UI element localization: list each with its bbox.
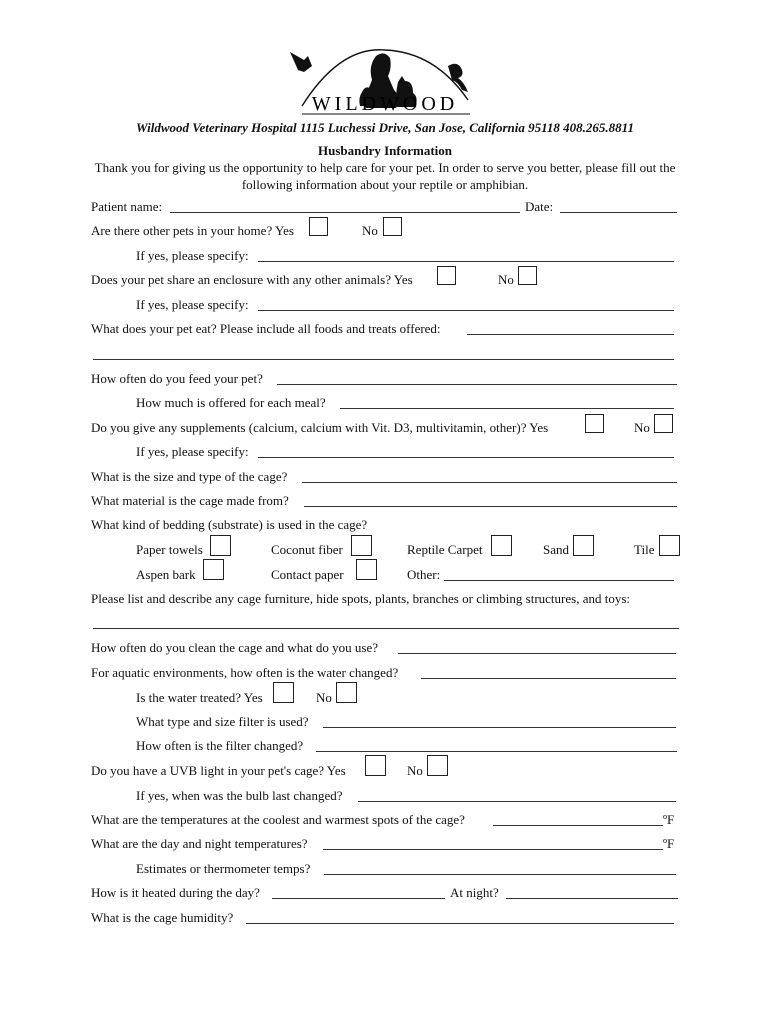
water-treated-no-checkbox[interactable] [336, 682, 357, 703]
meal-amount-label: How much is offered for each meal? [136, 395, 326, 410]
aspen-bark-checkbox[interactable] [203, 559, 224, 580]
bedding-label: What kind of bedding (substrate) is used in the cage? [91, 517, 368, 532]
cage-material-label: What material is the cage made from? [91, 493, 289, 508]
diet-input-2[interactable] [93, 359, 674, 360]
other-bedding-input[interactable] [444, 580, 674, 581]
patient-name-label: Patient name: [91, 199, 163, 214]
tile-label: Tile [634, 542, 655, 557]
uvb-no-label: No [407, 763, 423, 778]
intro-line-2: following information about your reptile or amphibian. [241, 177, 529, 192]
other-pets-specify-input[interactable] [258, 261, 674, 262]
coconut-fiber-checkbox[interactable] [351, 535, 372, 556]
temps-spots-input[interactable] [493, 825, 663, 826]
day-night-temps-label: What are the day and night temperatures? [91, 836, 308, 851]
uvb-label: Do you have a UVB light in your pet's cage? Yes [91, 763, 346, 778]
filter-changed-label: How often is the filter changed? [136, 738, 304, 753]
filter-type-input[interactable] [323, 727, 676, 728]
supplements-yes-checkbox[interactable] [585, 414, 604, 433]
share-specify-label: If yes, please specify: [136, 297, 249, 312]
filter-changed-input[interactable] [316, 751, 677, 752]
bulb-changed-label: If yes, when was the bulb last changed? [136, 788, 343, 803]
reptile-carpet-label: Reptile Carpet [407, 542, 483, 557]
water-treated-no-label: No [316, 690, 332, 705]
intro-line-1: Thank you for giving us the opportunity to help care for your pet. In order to serve you better, please fill out the [94, 160, 676, 175]
form-title: Husbandry Information [318, 143, 452, 158]
logo-text: WILDWOOD [311, 93, 459, 115]
feed-frequency-input[interactable] [277, 384, 677, 385]
aquatic-input[interactable] [421, 678, 676, 679]
heated-night-label: At night? [450, 885, 499, 900]
contact-paper-label: Contact paper [271, 567, 344, 582]
share-enclosure-no-checkbox[interactable] [518, 266, 537, 285]
supplements-specify-label: If yes, please specify: [136, 444, 249, 459]
coconut-fiber-label: Coconut fiber [271, 542, 343, 557]
other-pets-label: Are there other pets in your home? Yes [91, 223, 294, 238]
temps-spots-unit: ºF [663, 812, 675, 827]
date-label: Date: [525, 199, 554, 214]
diet-label: What does your pet eat? Please include all foods and treats offered: [91, 321, 441, 336]
diet-input-1[interactable] [467, 334, 674, 335]
filter-type-label: What type and size filter is used? [136, 714, 309, 729]
cage-size-input[interactable] [302, 482, 677, 483]
heated-day-input[interactable] [272, 898, 445, 899]
day-night-temps-input[interactable] [323, 849, 663, 850]
furniture-label: Please list and describe any cage furniture, hide spots, plants, branches or climbing structures, and toys: [91, 591, 630, 606]
aspen-bark-label: Aspen bark [136, 567, 196, 582]
cage-material-input[interactable] [304, 506, 677, 507]
humidity-input[interactable] [246, 923, 674, 924]
furniture-input[interactable] [93, 628, 679, 629]
day-night-temps-unit: ºF [663, 836, 675, 851]
clean-cage-input[interactable] [398, 653, 676, 654]
logo-animals-icon [280, 44, 490, 122]
water-treated-yes-checkbox[interactable] [273, 682, 294, 703]
tile-checkbox[interactable] [659, 535, 680, 556]
meal-amount-input[interactable] [340, 408, 674, 409]
contact-paper-checkbox[interactable] [356, 559, 377, 580]
supplements-specify-input[interactable] [258, 457, 674, 458]
other-pets-yes-checkbox[interactable] [309, 217, 328, 236]
share-enclosure-no-label: No [498, 272, 514, 287]
uvb-yes-checkbox[interactable] [365, 755, 386, 776]
water-treated-label: Is the water treated? Yes [136, 690, 263, 705]
supplements-no-label: No [634, 420, 650, 435]
supplements-no-checkbox[interactable] [654, 414, 673, 433]
heated-day-label: How is it heated during the day? [91, 885, 260, 900]
aquatic-label: For aquatic environments, how often is the water changed? [91, 665, 399, 680]
estimates-label: Estimates or thermometer temps? [136, 861, 311, 876]
wildwood-logo [280, 44, 490, 122]
patient-name-input[interactable] [170, 212, 520, 213]
clean-cage-label: How often do you clean the cage and what do you use? [91, 640, 378, 655]
other-pets-no-label: No [362, 223, 378, 238]
share-specify-input[interactable] [258, 310, 674, 311]
paper-towels-label: Paper towels [136, 542, 203, 557]
share-enclosure-label: Does your pet share an enclosure with any other animals? Yes [91, 272, 413, 287]
other-pets-no-checkbox[interactable] [383, 217, 402, 236]
share-enclosure-yes-checkbox[interactable] [437, 266, 456, 285]
heated-night-input[interactable] [506, 898, 678, 899]
feed-frequency-label: How often do you feed your pet? [91, 371, 263, 386]
sand-checkbox[interactable] [573, 535, 594, 556]
other-bedding-label: Other: [407, 567, 441, 582]
temps-spots-label: What are the temperatures at the coolest and warmest spots of the cage? [91, 812, 465, 827]
cage-size-label: What is the size and type of the cage? [91, 469, 288, 484]
uvb-no-checkbox[interactable] [427, 755, 448, 776]
supplements-label: Do you give any supplements (calcium, calcium with Vit. D3, multivitamin, other)? Yes [91, 420, 549, 435]
date-input[interactable] [560, 212, 677, 213]
bulb-changed-input[interactable] [358, 801, 676, 802]
paper-towels-checkbox[interactable] [210, 535, 231, 556]
reptile-carpet-checkbox[interactable] [491, 535, 512, 556]
sand-label: Sand [543, 542, 569, 557]
humidity-label: What is the cage humidity? [91, 910, 234, 925]
clinic-address: Wildwood Veterinary Hospital 1115 Luchessi Drive, San Jose, California 95118 408.265.8811 [136, 120, 634, 135]
estimates-input[interactable] [324, 874, 676, 875]
other-pets-specify-label: If yes, please specify: [136, 248, 249, 263]
